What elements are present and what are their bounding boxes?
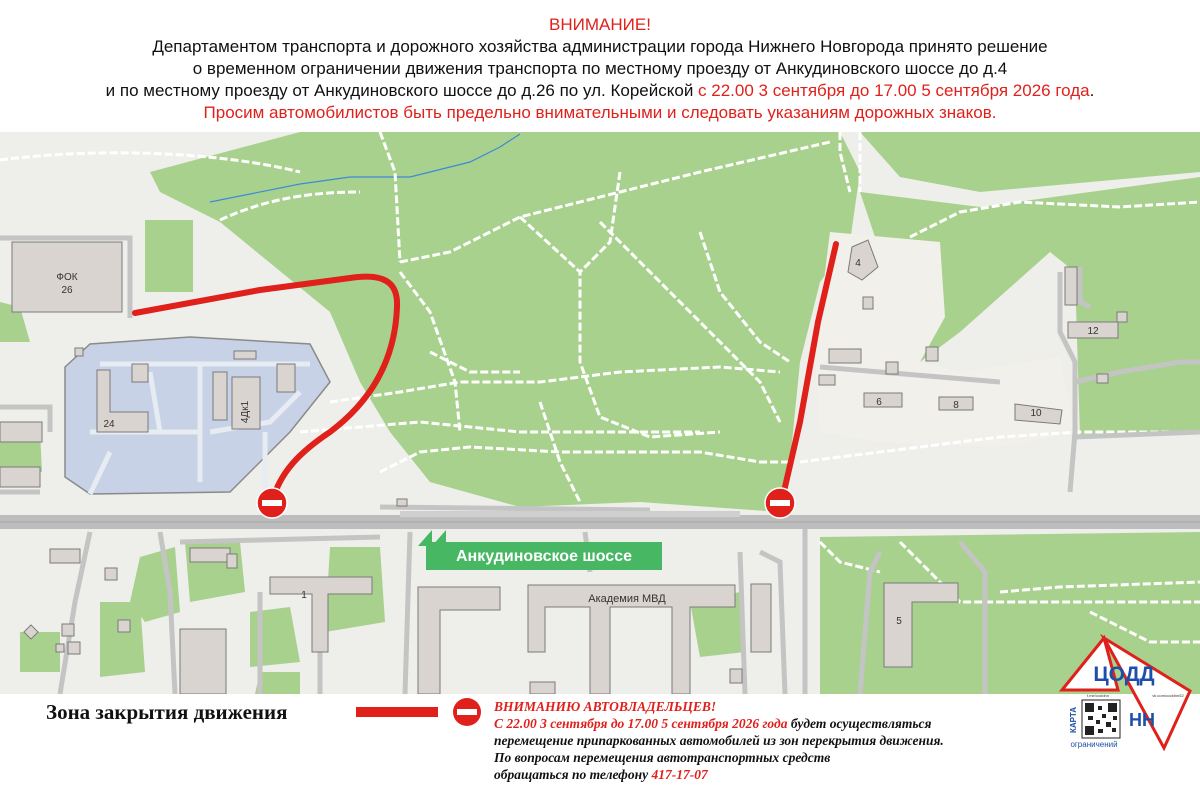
label-12: 12 bbox=[1087, 326, 1099, 337]
label-10: 10 bbox=[1030, 408, 1042, 419]
attention-title: ВНИМАНИЕ! bbox=[549, 15, 651, 34]
header-line-5: Просим автомобилистов быть предельно внимательными и следовать указаниям дорожных знаков. bbox=[203, 103, 997, 122]
notice-line-3: По вопросам перемещения автотранспортных средств bbox=[494, 750, 831, 765]
closure-line-swatch bbox=[356, 707, 438, 717]
header-line-3: о временном ограничении движения транспорта по местному проезду от Анкудиновского шоссе до д.4 bbox=[192, 59, 1008, 78]
notice-line-4 bbox=[494, 766, 944, 783]
zone-closure-label: Зона закрытия движения bbox=[46, 700, 288, 724]
header-line-4-text: и по местному проезду от Анкудиновского шоссе до д.26 по ул. Корейской bbox=[105, 81, 699, 100]
label-1: 1 bbox=[301, 590, 307, 601]
label-mvd: Академия МВД bbox=[588, 593, 666, 605]
road-shoulder bbox=[400, 511, 740, 517]
logo-codd-text: ЦОДД bbox=[1093, 663, 1155, 686]
label-8: 8 bbox=[953, 400, 959, 411]
closure-dates: с 22.00 3 сентября до 17.00 5 сентября 2026 года bbox=[698, 81, 1090, 100]
label-fok: ФОК bbox=[56, 272, 78, 283]
label-5: 5 bbox=[896, 616, 902, 627]
header-line-2: Департаментом транспорта и дорожного хозяйства администрации города Нижнего Новгорода принято решение bbox=[152, 37, 1048, 56]
no-entry-icon bbox=[452, 697, 482, 727]
no-entry-sign-left bbox=[257, 488, 287, 518]
logo-ogr: ограничений bbox=[1070, 740, 1118, 749]
label-fok-num: 26 bbox=[61, 285, 73, 296]
codd-logo bbox=[1058, 634, 1194, 752]
notice-phone: 417-17-07 bbox=[651, 767, 708, 782]
label-4: 4 bbox=[855, 258, 861, 269]
building-6 bbox=[864, 393, 902, 407]
notice-line-1-text: будет осуществляться bbox=[787, 716, 932, 731]
closure-map bbox=[0, 132, 1200, 694]
logo-small-1: t.me/coddnn bbox=[1086, 693, 1110, 698]
label-6: 6 bbox=[876, 397, 882, 408]
logo-nn: НН bbox=[1129, 710, 1155, 730]
label-4dk1: 4Дк1 bbox=[240, 400, 251, 424]
announcement-header bbox=[0, 0, 1200, 132]
notice-dates: С 22.00 3 сентября до 17.00 5 сентября 2026 года bbox=[494, 716, 788, 731]
owners-notice bbox=[494, 698, 944, 783]
logo-karta: КАРТА bbox=[1069, 706, 1078, 734]
no-entry-sign-right bbox=[765, 488, 795, 518]
label-24: 24 bbox=[103, 419, 115, 430]
notice-title: ВНИМАНИЮ АВТОВЛАДЕЛЬЦЕВ! bbox=[494, 699, 717, 714]
header-line-4-end: . bbox=[1089, 81, 1095, 100]
header-line-4 bbox=[0, 80, 1200, 102]
notice-line-2: перемещение припаркованных автомобилей из зон перекрытия движения. bbox=[494, 733, 944, 748]
notice-line-1 bbox=[494, 715, 944, 732]
notice-phone-prefix: обращаться по телефону bbox=[494, 767, 652, 782]
logo-small-2: vk.com/coddnn52 bbox=[1152, 693, 1184, 698]
qr-code-icon bbox=[1082, 700, 1120, 738]
road-name-label: Анкудиновское шоссе bbox=[456, 548, 632, 565]
